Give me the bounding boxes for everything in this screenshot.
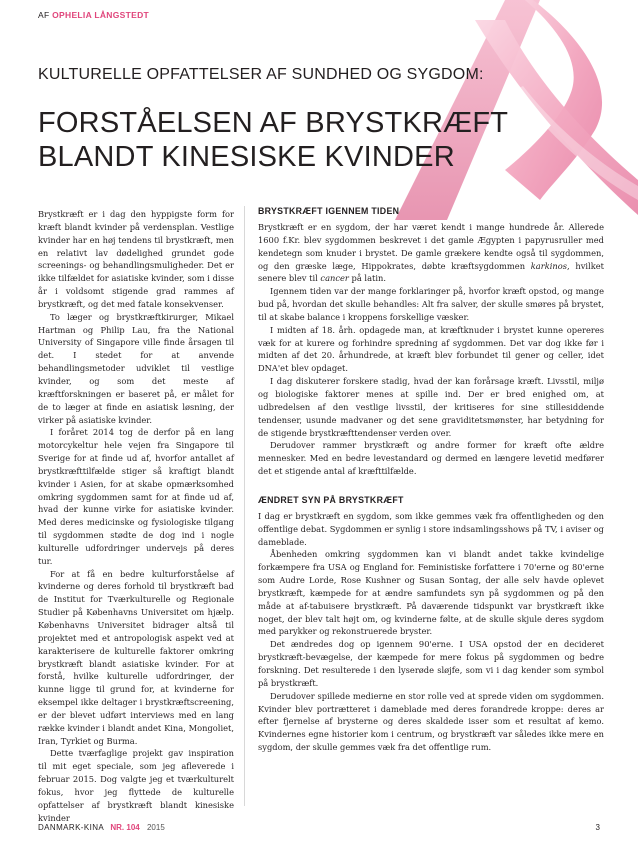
history-p1-text-end: på latin. [348, 273, 386, 284]
left-paragraph-5: Dette tværfaglige projekt gav inspiration til mit eget speciale, som jeg afleverede i februar 2015. Dog valgte jeg et tværkulturelt fokus, hvor jeg flyttede de kulturelle opfattelser af brystkræft blandt kinesiske kvinder [38, 748, 234, 823]
history-paragraph-4: I dag diskuterer forskere stadig, hvad der kan forårsage kræft. Livsstil, miljø og biologiske faktorer menes at spille ind. Der er bred enighed om, at udbredelsen af den vestlige livsstil, der kritiseres for sine stillesiddende tendenser, usunde madvaner og det sene graviditetsmønster, har betydning for de stigende brystkræfttendenser verden over. [258, 376, 604, 438]
history-section-body [258, 221, 604, 478]
history-p1-text-mid: , hvilket senere blev til [258, 260, 604, 284]
history-paragraph-3: I midten af 18. årh. opdagede man, at kræftknuder i brystet kunne opereres væk for at kurere og forhindre spredning af sygdommen. Det var dog ikke før i midten af det 20. århundrede, at kræft blev forbundet til gener og celler, idet DNA'et blev opdaget. [258, 324, 604, 374]
left-column [38, 208, 234, 823]
history-paragraph-2: Igennem tiden var der mange forklaringer på, hvorfor kræft opstod, og mange bud på, hvordan det skulle behandles: Alt fra salver, der skulle smøres på brystet, til at skabe balance i kroppens forskellige væsker. [258, 286, 604, 322]
byline-author: OPHELIA LÅNGSTEDT [52, 10, 150, 20]
term-karkinos: karkinos [530, 260, 567, 271]
left-paragraph-1: Brystkræft er i dag den hyppigste form for kræft blandt kvinder på verdensplan. Vestlige kvinder har en høj tendens til brystkræft, men en relativt lav dødelighed grundet gode screenings- og behandlingsmuligheder. Det er ikke tilfældet for asiatiske kvinder, som i disse år i voldsomt stigende grad rammes af brystkræft, og det med fatale konsekvenser. [38, 209, 234, 309]
issue-number: NR. 104 [110, 823, 140, 832]
byline [38, 10, 149, 20]
left-paragraph-2: To læger og brystkræftkirurger, Mikael Hartman og Philip Lau, fra the National University of Singapore ville finde årsagen til det. I stedet for at anvende behandlingsmetoder udviklet til vestlige kvinder, og som det meste af kræftforskningen er baseret på, er målet for de to læger at finde en asiatisk løsning, der virker på asiatiske kvinder. [38, 311, 234, 425]
magazine-name: DANMARK-KINA [38, 823, 105, 832]
page-number: 3 [595, 823, 600, 832]
article-kicker: KULTURELLE OPFATTELSER AF SUNDHED OG SYGDOM: [38, 66, 484, 83]
page-footer [38, 823, 600, 832]
section-heading-changed-view: ÆNDRET SYN PÅ BRYSTKRÆFT [258, 494, 404, 505]
history-p1-text: Brystkræft er en sygdom, der har været kendt i mange hundrede år. Allerede 1600 f.Kr. blev sygdommen beskrevet i det gamle Ægypten i papyrusruller med kendetegn som knuder i brystet. De gamle grækere kendte også til sygdommen, og den græske læge, Hippokrates, døbte kræftsygdommen [258, 222, 604, 271]
left-paragraph-3: I foråret 2014 tog de derfor på en lang motorcykeltur hele vejen fra Singapore til Sverige for at finde ud af, hvorfor antallet af brystkræfttilfælde stiger så kraftigt blandt kvinder i Asien, for at skabe opmærksomhed omkring sygdommen samt for at finde ud af, hvad der kunne virke for asiatiske kvinder. Med deres medicinske og fysiologiske tilgang til sygdommen stødte de dog ind i nogle kulturelle udfordringer undervejs på deres tur. [38, 427, 234, 566]
right-column [258, 204, 604, 804]
issue-year: 2015 [146, 823, 165, 832]
changed-view-paragraph-3: Det ændredes dog op igennem 90'erne. I USA opstod der en decideret brystkræft-bevægelse, der kæmpede for mere fokus på sygdommen og bedre forskning. Det resulterede i den lyserøde sløjfe, som vi i dag kender som symbol på brystkræft. [258, 639, 604, 688]
article-headline [38, 106, 509, 174]
history-paragraph-1 [258, 221, 604, 285]
history-paragraph-5: Derudover rammer brystkræft og andre former for kræft ofte ældre mennesker. Med en bedre levestandard og dermed en længere levetid medfører det et stigende antal af kræfttilfælde. [258, 440, 604, 477]
term-cancer: cancer [320, 273, 349, 284]
headline-line-2: BLANDT KINESISKE KVINDER [38, 141, 455, 173]
section-heading-history: BRYSTKRÆFT IGENNEM TIDEN [258, 206, 400, 216]
changed-view-section-body [258, 510, 604, 754]
changed-view-paragraph-2: Åbenheden omkring sygdommen kan vi blandt andet takke kvindelige forkæmpere fra USA og England for. Feministiske forfattere i 70'erne og 80'erne som Audre Lorde, Rose Kushner og Susan Sontag, der alle selv havde oplevet brystkræft, kæmpede for at ændre samfundets syn på sygdommen og på den måde at af-tabuisere brystkræft. På daværende tidspunkt var brystkræft ikke noget, der blev talt højt om, og kvinderne følte, at de skulle skjule deres sygdom med parykker og rekonstruerede bryster. [258, 549, 604, 637]
changed-view-paragraph-1: I dag er brystkræft en sygdom, som ikke gemmes væk fra offentligheden og den offentlige debat. Sygdommen er synlig i store indsamlingsshows på TV, i aviser og dameblade. [258, 510, 604, 547]
headline-line-1: FORSTÅELSEN AF BRYSTKRÆFT [38, 107, 509, 139]
byline-prefix: AF [38, 10, 50, 20]
left-paragraph-4: For at få en bedre kulturforståelse af kvinderne og deres forhold til brystkræft bad de Institut for Tværkulturelle og Regionale Studier på Københavns Universitet om hjælp. Københavns Universitet bidrager altså til projektet med et antropologisk aspekt ved at karakterisere de kulturelle faktorer omkring brystkræft blandt asiatiske kvinder. For at forstå, hvilke kulturelle udfordringer, der kunne ligge til grund for, at kvinderne for eksempel ikke deltager i brystkræftscreening, er der blevet udført interviews med en lang række kvinder i blandt andet Kina, Mongoliet, Iran, Tyrkiet og Burma. [38, 568, 234, 746]
column-divider [244, 206, 245, 806]
changed-view-paragraph-4: Derudover spillede medierne en stor rolle ved at sprede viden om sygdommen. Kvinder blev portrætteret i dameblade med deres forandrede kroppe: deres ar efter fjernelse af brysterne og deres skaldede isser som et resultat af kemo. Kvindernes egne historier kom i centrum, og brystkræft var således ikke mere en sygdom, der skulle gemmes væk fra det offentlige rum. [258, 690, 604, 753]
